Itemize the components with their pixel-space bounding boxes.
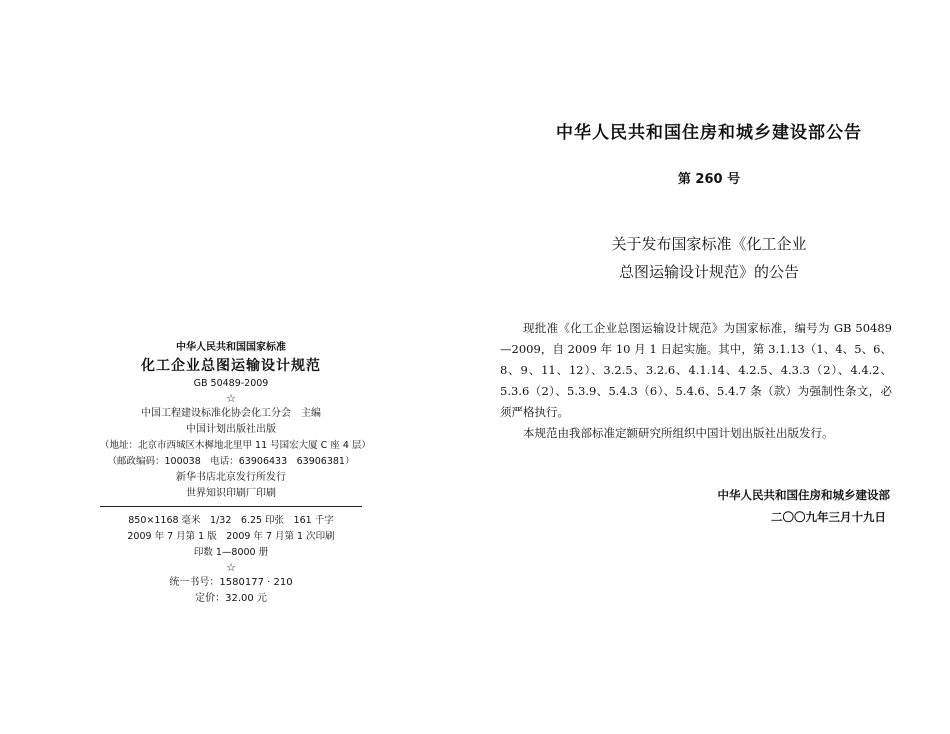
copyright-imprint <box>100 340 371 607</box>
issue-date: 二〇〇九年三月十九日 <box>771 510 886 524</box>
printer: 世界知识印刷厂印刷 <box>186 488 276 499</box>
right-page <box>475 0 950 734</box>
standard-title: 化工企业总图运输设计规范 <box>141 358 321 374</box>
star-divider: ☆ <box>226 561 236 574</box>
signature-block <box>718 484 891 528</box>
price: 定价：32.00 元 <box>195 593 267 604</box>
edition-info: 2009 年 7 月第 1 版 2009 年 7 月第 1 次印刷 <box>127 531 335 542</box>
star-divider: ☆ <box>226 392 236 405</box>
standard-code: GB 50489-2009 <box>193 378 269 389</box>
body-paragraph: 现批准《化工企业总图运输设计规范》为国家标准，编号为 GB 50489—2009，自 2009 年 10 月 1 日起实施。其中，第 3.1.13（1、4、5、6、8、9、11、12）、3.2.5、3.2.6、4.1.14、4.2.5、4.3.3（2）、4.4.2、5.3.6（2）、5.3.9、5.4.3（6）、5.4.6、5.4.7 条（款）为强制性条文，必须严格执行。 <box>500 321 892 419</box>
publisher-address: （地址：北京市西城区木樨地北里甲 11 号国宏大厦 C 座 4 层） <box>100 440 371 451</box>
body-paragraph: 本规范由我部标准定额研究所组织中国计划出版社出版发行。 <box>523 426 834 440</box>
chief-editor: 中国工程建设标准化协会化工分会 主编 <box>141 408 321 419</box>
standard-series: 中华人民共和国国家标准 <box>176 342 286 353</box>
book-format: 850×1168 毫米 1/32 6.25 印张 161 千字 <box>128 515 334 526</box>
announcement-body <box>500 318 892 444</box>
subject-line: 总图运输设计规范》的公告 <box>618 263 799 281</box>
distributor: 新华书店北京发行所发行 <box>176 472 286 483</box>
publisher: 中国计划出版社出版 <box>186 424 276 435</box>
announcement-number: 第 260 号 <box>677 172 741 187</box>
announcement-subject <box>519 230 899 286</box>
signatory: 中华人民共和国住房和城乡建设部 <box>717 488 890 502</box>
announcement-heading: 中华人民共和国住房和城乡建设部公告 <box>556 123 862 143</box>
separator-rule <box>100 506 362 507</box>
subject-line: 关于发布国家标准《化工企业 <box>611 235 807 253</box>
print-run: 印数 1—8000 册 <box>193 547 269 558</box>
postal-and-phone: （邮政编码：100038 电话：63906433 63906381） <box>107 456 355 467</box>
book-number: 统一书号：1580177 · 210 <box>169 577 293 588</box>
